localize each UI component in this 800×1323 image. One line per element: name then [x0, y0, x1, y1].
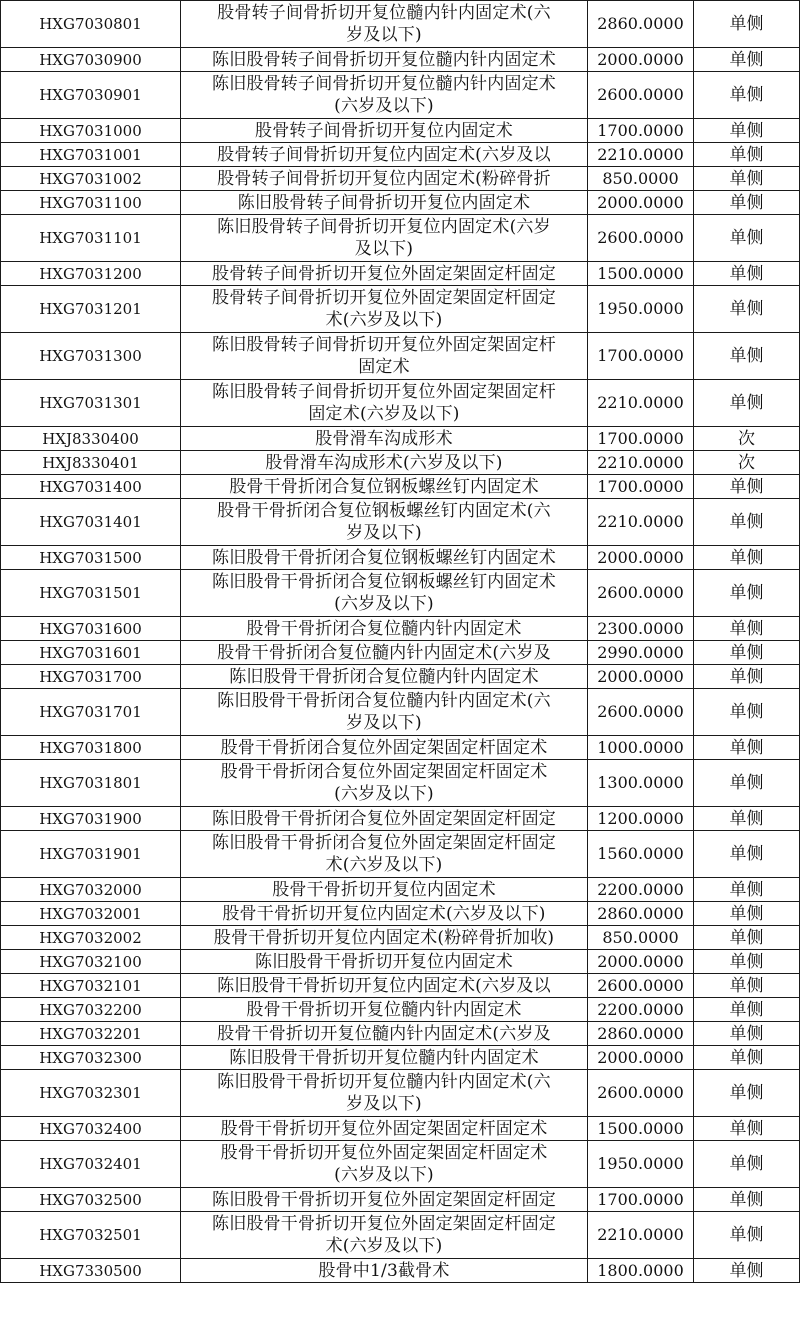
item-unit-cell: 单侧	[694, 286, 800, 333]
item-name-cell: 股骨转子间骨折切开复位内固定术	[181, 119, 588, 143]
table-row	[1, 926, 800, 950]
item-unit-cell: 单侧	[694, 641, 800, 665]
item-name-cell: 股骨滑车沟成形术	[181, 427, 588, 451]
item-price-cell: 2210.0000	[588, 499, 694, 546]
item-code-cell: HXG7031800	[1, 736, 181, 760]
table-row	[1, 72, 800, 119]
item-price-cell: 2860.0000	[588, 1, 694, 48]
table-row	[1, 1141, 800, 1188]
table-row	[1, 665, 800, 689]
item-price-cell: 850.0000	[588, 167, 694, 191]
item-unit-cell: 单侧	[694, 998, 800, 1022]
item-unit-cell: 次	[694, 451, 800, 475]
table-row	[1, 1259, 800, 1283]
item-code-cell: HXG7030801	[1, 1, 181, 48]
table-row	[1, 831, 800, 878]
table-row	[1, 950, 800, 974]
item-name-cell: 股骨干骨折切开复位髓内针内固定术	[181, 998, 588, 1022]
item-price-cell: 2210.0000	[588, 1212, 694, 1259]
table-row	[1, 546, 800, 570]
item-code-cell: HXG7031400	[1, 475, 181, 499]
item-name-line-1: 陈旧股骨转子间骨折切开复位外固定架固定杆	[212, 382, 556, 402]
item-name-cell	[181, 760, 588, 807]
item-unit-cell: 单侧	[694, 1259, 800, 1283]
table-row	[1, 998, 800, 1022]
item-name-cell: 股骨干骨折切开复位内固定术(粉碎骨折加收)	[181, 926, 588, 950]
item-name-cell	[181, 570, 588, 617]
item-name-line-1: 股骨干骨折闭合复位钢板螺丝钉内固定术(六	[217, 501, 551, 521]
item-code-cell: HXG7031600	[1, 617, 181, 641]
item-price-cell: 1700.0000	[588, 333, 694, 380]
item-name-line-2: 及以下)	[354, 239, 414, 259]
table-row	[1, 974, 800, 998]
item-price-cell: 1500.0000	[588, 262, 694, 286]
item-code-cell: HXJ8330401	[1, 451, 181, 475]
item-name-cell	[181, 1141, 588, 1188]
item-name-cell: 股骨干骨折闭合复位钢板螺丝钉内固定术	[181, 475, 588, 499]
item-price-cell: 2600.0000	[588, 72, 694, 119]
item-price-cell: 2600.0000	[588, 689, 694, 736]
fee-table-body	[1, 1, 800, 1283]
item-unit-cell: 单侧	[694, 878, 800, 902]
item-unit-cell: 单侧	[694, 380, 800, 427]
item-name-line-2: 岁及以下)	[346, 25, 422, 45]
item-price-cell: 1950.0000	[588, 286, 694, 333]
item-code-cell: HXG7032401	[1, 1141, 181, 1188]
item-unit-cell: 单侧	[694, 143, 800, 167]
item-unit-cell: 单侧	[694, 665, 800, 689]
item-unit-cell: 单侧	[694, 167, 800, 191]
item-name-cell: 股骨干骨折闭合复位髓内针内固定术(六岁及	[181, 641, 588, 665]
item-name-line-2: (六岁及以下)	[334, 1165, 434, 1185]
item-unit-cell: 单侧	[694, 1, 800, 48]
table-row	[1, 1188, 800, 1212]
item-code-cell: HXG7031100	[1, 191, 181, 215]
table-row	[1, 499, 800, 546]
item-price-cell: 1700.0000	[588, 427, 694, 451]
item-price-cell: 2210.0000	[588, 451, 694, 475]
item-name-line-1: 陈旧股骨干骨折闭合复位外固定架固定杆固定	[212, 833, 556, 853]
table-row	[1, 333, 800, 380]
item-unit-cell: 单侧	[694, 1141, 800, 1188]
item-price-cell: 2300.0000	[588, 617, 694, 641]
item-name-line-1: 陈旧股骨干骨折闭合复位钢板螺丝钉内固定术	[212, 572, 556, 592]
table-row	[1, 427, 800, 451]
item-name-cell: 陈旧股骨干骨折切开复位内固定术	[181, 950, 588, 974]
item-name-cell: 陈旧股骨干骨折闭合复位髓内针内固定术	[181, 665, 588, 689]
table-row	[1, 807, 800, 831]
item-price-cell: 2000.0000	[588, 191, 694, 215]
table-row	[1, 1, 800, 48]
item-name-line-1: 股骨转子间骨折切开复位髓内针内固定术(六	[217, 3, 551, 23]
item-price-cell: 2210.0000	[588, 143, 694, 167]
item-name-line-2: 术(六岁及以下)	[325, 855, 443, 875]
table-row	[1, 1212, 800, 1259]
item-name-cell	[181, 72, 588, 119]
item-price-cell: 2200.0000	[588, 998, 694, 1022]
item-name-cell	[181, 499, 588, 546]
item-name-cell: 股骨干骨折闭合复位髓内针内固定术	[181, 617, 588, 641]
item-price-cell: 1700.0000	[588, 119, 694, 143]
item-code-cell: HXG7031700	[1, 665, 181, 689]
item-unit-cell: 单侧	[694, 119, 800, 143]
item-name-cell	[181, 831, 588, 878]
item-name-cell: 股骨干骨折切开复位外固定架固定杆固定术	[181, 1117, 588, 1141]
item-unit-cell: 单侧	[694, 760, 800, 807]
item-name-cell: 股骨中1/3截骨术	[181, 1259, 588, 1283]
item-code-cell: HXG7030901	[1, 72, 181, 119]
item-unit-cell: 单侧	[694, 926, 800, 950]
item-name-cell: 陈旧股骨干骨折闭合复位外固定架固定杆固定	[181, 807, 588, 831]
item-unit-cell: 单侧	[694, 617, 800, 641]
table-row	[1, 689, 800, 736]
item-unit-cell: 单侧	[694, 950, 800, 974]
table-row	[1, 262, 800, 286]
table-row	[1, 286, 800, 333]
item-unit-cell: 单侧	[694, 1046, 800, 1070]
item-unit-cell: 单侧	[694, 333, 800, 380]
item-name-line-2: (六岁及以下)	[334, 784, 434, 804]
item-code-cell: HXG7031301	[1, 380, 181, 427]
item-price-cell: 2600.0000	[588, 215, 694, 262]
item-unit-cell: 单侧	[694, 570, 800, 617]
table-row	[1, 1046, 800, 1070]
item-code-cell: HXG7030900	[1, 48, 181, 72]
table-row	[1, 1117, 800, 1141]
item-price-cell: 2860.0000	[588, 902, 694, 926]
item-unit-cell: 单侧	[694, 191, 800, 215]
item-unit-cell: 单侧	[694, 262, 800, 286]
item-name-cell: 股骨干骨折闭合复位外固定架固定杆固定术	[181, 736, 588, 760]
item-name-cell	[181, 689, 588, 736]
item-unit-cell: 单侧	[694, 807, 800, 831]
item-price-cell: 1560.0000	[588, 831, 694, 878]
item-code-cell: HXG7031300	[1, 333, 181, 380]
item-price-cell: 1800.0000	[588, 1259, 694, 1283]
item-name-cell	[181, 380, 588, 427]
item-code-cell: HXG7031601	[1, 641, 181, 665]
item-name-cell: 陈旧股骨干骨折切开复位外固定架固定杆固定	[181, 1188, 588, 1212]
item-price-cell: 2600.0000	[588, 1070, 694, 1117]
table-row	[1, 167, 800, 191]
item-price-cell: 1300.0000	[588, 760, 694, 807]
item-unit-cell: 单侧	[694, 215, 800, 262]
item-unit-cell: 单侧	[694, 72, 800, 119]
table-row	[1, 617, 800, 641]
item-name-line-1: 陈旧股骨干骨折切开复位髓内针内固定术(六	[217, 1072, 551, 1092]
item-price-cell: 1500.0000	[588, 1117, 694, 1141]
item-unit-cell: 单侧	[694, 1188, 800, 1212]
item-unit-cell: 单侧	[694, 1022, 800, 1046]
table-row	[1, 451, 800, 475]
item-name-line-1: 陈旧股骨转子间骨折切开复位外固定架固定杆	[212, 335, 556, 355]
item-name-line-2: 岁及以下)	[346, 1094, 422, 1114]
item-name-line-2: 固定术(六岁及以下)	[308, 404, 460, 424]
item-code-cell: HXG7032001	[1, 902, 181, 926]
item-unit-cell: 单侧	[694, 475, 800, 499]
item-price-cell: 2000.0000	[588, 665, 694, 689]
item-name-cell	[181, 1070, 588, 1117]
item-name-cell: 股骨转子间骨折切开复位外固定架固定杆固定	[181, 262, 588, 286]
table-row	[1, 143, 800, 167]
item-price-cell: 1700.0000	[588, 1188, 694, 1212]
item-price-cell: 2200.0000	[588, 878, 694, 902]
item-price-cell: 1200.0000	[588, 807, 694, 831]
item-name-cell: 股骨转子间骨折切开复位内固定术(粉碎骨折	[181, 167, 588, 191]
item-code-cell: HXG7032101	[1, 974, 181, 998]
table-row	[1, 902, 800, 926]
item-code-cell: HXG7032400	[1, 1117, 181, 1141]
item-name-line-1: 陈旧股骨干骨折闭合复位髓内针内固定术(六	[217, 691, 551, 711]
item-code-cell: HXG7330500	[1, 1259, 181, 1283]
item-name-line-1: 陈旧股骨转子间骨折切开复位髓内针内固定术	[212, 74, 556, 94]
table-row	[1, 380, 800, 427]
table-row	[1, 760, 800, 807]
item-price-cell: 1950.0000	[588, 1141, 694, 1188]
item-price-cell: 2000.0000	[588, 1046, 694, 1070]
item-name-cell	[181, 286, 588, 333]
item-name-cell: 股骨干骨折切开复位髓内针内固定术(六岁及	[181, 1022, 588, 1046]
item-unit-cell: 单侧	[694, 902, 800, 926]
item-unit-cell: 单侧	[694, 546, 800, 570]
item-name-cell: 陈旧股骨干骨折切开复位内固定术(六岁及以	[181, 974, 588, 998]
item-price-cell: 2860.0000	[588, 1022, 694, 1046]
item-name-line-1: 陈旧股骨转子间骨折切开复位内固定术(六岁	[217, 217, 551, 237]
table-row	[1, 878, 800, 902]
item-code-cell: HXG7032301	[1, 1070, 181, 1117]
item-name-cell: 股骨干骨折切开复位内固定术(六岁及以下)	[181, 902, 588, 926]
item-code-cell: HXG7032002	[1, 926, 181, 950]
item-name-cell	[181, 215, 588, 262]
table-row	[1, 641, 800, 665]
item-price-cell: 2000.0000	[588, 48, 694, 72]
item-price-cell: 1000.0000	[588, 736, 694, 760]
item-unit-cell: 单侧	[694, 48, 800, 72]
item-price-cell: 850.0000	[588, 926, 694, 950]
table-row	[1, 1070, 800, 1117]
table-row	[1, 48, 800, 72]
table-row	[1, 736, 800, 760]
item-unit-cell: 单侧	[694, 1070, 800, 1117]
item-price-cell: 2210.0000	[588, 380, 694, 427]
item-code-cell: HXG7031001	[1, 143, 181, 167]
item-price-cell: 2990.0000	[588, 641, 694, 665]
item-unit-cell: 单侧	[694, 831, 800, 878]
item-name-cell	[181, 333, 588, 380]
item-code-cell: HXG7031101	[1, 215, 181, 262]
item-name-cell: 陈旧股骨干骨折闭合复位钢板螺丝钉内固定术	[181, 546, 588, 570]
item-code-cell: HXG7031000	[1, 119, 181, 143]
table-row	[1, 191, 800, 215]
item-code-cell: HXG7031002	[1, 167, 181, 191]
item-code-cell: HXG7031900	[1, 807, 181, 831]
item-price-cell: 2600.0000	[588, 570, 694, 617]
item-name-cell: 股骨转子间骨折切开复位内固定术(六岁及以	[181, 143, 588, 167]
item-code-cell: HXG7032501	[1, 1212, 181, 1259]
item-unit-cell: 单侧	[694, 1212, 800, 1259]
item-code-cell: HXG7032200	[1, 998, 181, 1022]
table-row	[1, 215, 800, 262]
item-code-cell: HXG7032100	[1, 950, 181, 974]
item-code-cell: HXG7031501	[1, 570, 181, 617]
item-name-cell: 股骨滑车沟成形术(六岁及以下)	[181, 451, 588, 475]
item-name-cell: 陈旧股骨转子间骨折切开复位内固定术	[181, 191, 588, 215]
item-name-line-2: 术(六岁及以下)	[325, 310, 443, 330]
item-name-line-1: 股骨转子间骨折切开复位外固定架固定杆固定	[212, 288, 556, 308]
item-unit-cell: 单侧	[694, 736, 800, 760]
item-unit-cell: 单侧	[694, 1117, 800, 1141]
item-unit-cell: 单侧	[694, 689, 800, 736]
item-name-line-2: 术(六岁及以下)	[325, 1236, 443, 1256]
item-name-line-1: 股骨干骨折切开复位外固定架固定杆固定术	[220, 1143, 548, 1163]
item-name-line-2: 岁及以下)	[346, 713, 422, 733]
item-name-line-2: 固定术	[358, 357, 410, 377]
item-name-line-2: (六岁及以下)	[334, 96, 434, 116]
item-code-cell: HXG7031500	[1, 546, 181, 570]
item-name-line-1: 陈旧股骨干骨折切开复位外固定架固定杆固定	[212, 1214, 556, 1234]
item-price-cell: 1700.0000	[588, 475, 694, 499]
item-name-cell: 股骨干骨折切开复位内固定术	[181, 878, 588, 902]
table-row	[1, 119, 800, 143]
item-code-cell: HXG7031201	[1, 286, 181, 333]
item-unit-cell: 次	[694, 427, 800, 451]
item-name-line-2: (六岁及以下)	[334, 594, 434, 614]
item-code-cell: HXG7032000	[1, 878, 181, 902]
item-name-cell	[181, 1212, 588, 1259]
item-name-cell	[181, 1, 588, 48]
item-code-cell: HXG7032201	[1, 1022, 181, 1046]
item-unit-cell: 单侧	[694, 974, 800, 998]
table-row	[1, 570, 800, 617]
item-name-cell: 陈旧股骨干骨折切开复位髓内针内固定术	[181, 1046, 588, 1070]
item-code-cell: HXG7031200	[1, 262, 181, 286]
table-row	[1, 1022, 800, 1046]
item-code-cell: HXG7031901	[1, 831, 181, 878]
item-price-cell: 2600.0000	[588, 974, 694, 998]
item-price-cell: 2000.0000	[588, 950, 694, 974]
item-code-cell: HXG7031401	[1, 499, 181, 546]
item-name-cell: 陈旧股骨转子间骨折切开复位髓内针内固定术	[181, 48, 588, 72]
item-name-line-1: 股骨干骨折闭合复位外固定架固定杆固定术	[220, 762, 548, 782]
item-unit-cell: 单侧	[694, 499, 800, 546]
item-code-cell: HXG7031801	[1, 760, 181, 807]
item-code-cell: HXJ8330400	[1, 427, 181, 451]
item-code-cell: HXG7032300	[1, 1046, 181, 1070]
item-price-cell: 2000.0000	[588, 546, 694, 570]
table-row	[1, 475, 800, 499]
item-code-cell: HXG7032500	[1, 1188, 181, 1212]
item-name-line-2: 岁及以下)	[346, 523, 422, 543]
item-code-cell: HXG7031701	[1, 689, 181, 736]
